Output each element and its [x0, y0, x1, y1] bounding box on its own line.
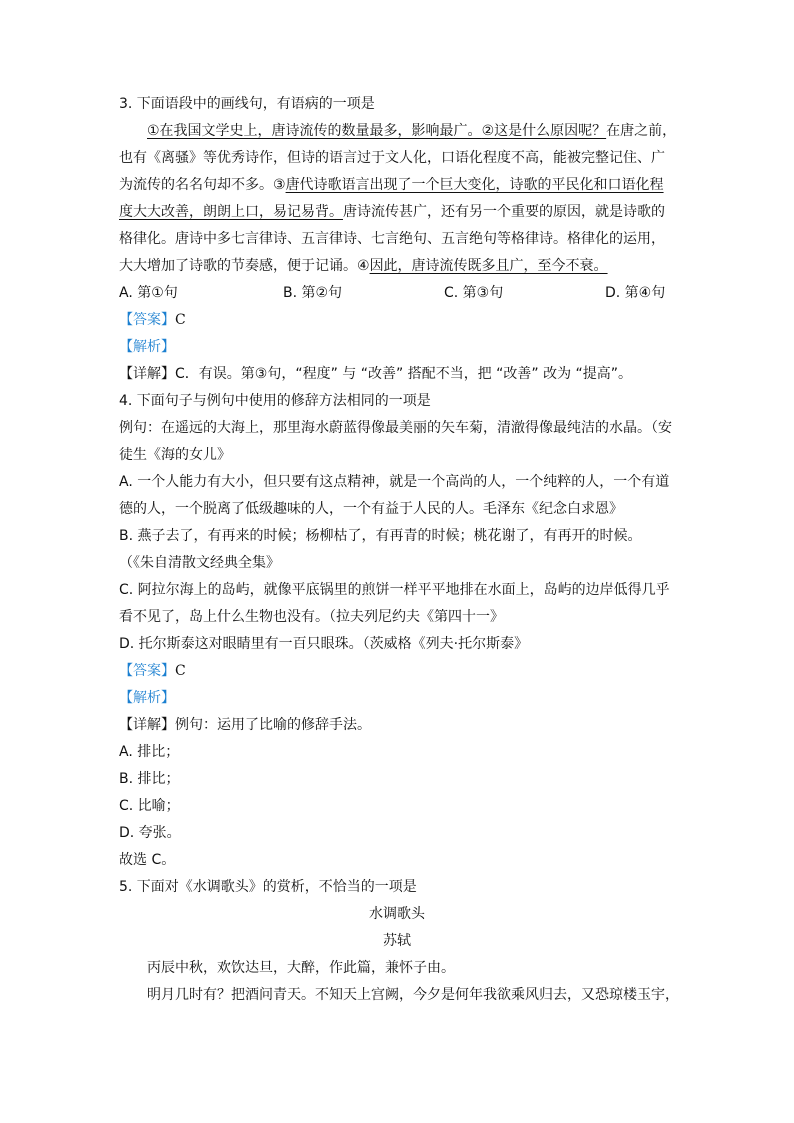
- q4-item-b: B. 排比；: [119, 771, 180, 787]
- q4-option-c-line-2: 看不见了，岛上什么生物也没有。（拉夫列尼约夫《第四十一》: [119, 609, 504, 625]
- q3-passage-line-1: ①在我国文学史上，唐诗流传的数量最多，影响最广。②这是什么原因呢？在唐之前，: [147, 123, 677, 139]
- detail-tag: 【详解】: [119, 717, 175, 733]
- underlined-sentence-3: 唐代诗歌语言出现了一个巨大变化，诗歌的平民化和口语化程: [285, 177, 664, 193]
- q3-option-a: A. 第①句: [119, 285, 178, 301]
- q3-stem: 3. 下面语段中的画线句，有语病的一项是: [119, 96, 375, 112]
- q4-option-a-line-1: A. 一个人能力有大小，但只要有这点精神，就是一个高尚的人，一个纯粹的人，一个有道: [119, 474, 670, 490]
- underlined-sentence-3-cont: 度大大改善，朗朗上口，易记易背。: [119, 204, 343, 220]
- answer-tag: 【答案】: [119, 312, 175, 328]
- q4-item-c: C. 比喻；: [119, 798, 180, 814]
- q3-passage-line-2: 也有《离骚》等优秀诗作，但诗的语言过于文人化，口语化程度不高，能被完整记住、广: [119, 150, 665, 166]
- q3-passage-line-3: 为流传的名名句却不多。③唐代诗歌语言出现了一个巨大变化，诗歌的平民化和口语化程: [119, 177, 664, 193]
- poem-line-1: 明月几时有？把酒问青天。不知天上宫阙，今夕是何年我欲乘风归去，又恐琼楼玉宇，: [147, 987, 679, 1003]
- q4-detail: 【详解】例句：运用了比喻的修辞手法。: [119, 717, 371, 733]
- q4-answer: [119, 662, 186, 680]
- answer-value: C: [175, 312, 186, 328]
- poem-author: 苏轼: [383, 933, 411, 949]
- q3-option-b: B. 第②句: [283, 285, 343, 301]
- q3-analysis-tag: 【解析】: [119, 339, 175, 355]
- q3-detail: 【详解】C．有误。第③句，“程度” 与 “改善” 搭配不当，把 “改善” 改为 “提高”。: [119, 366, 633, 382]
- q4-option-d: D. 托尔斯泰这对眼睛里有一百只眼珠。（茨威格《列夫·托尔斯泰》: [119, 636, 529, 652]
- q3-answer: [119, 311, 186, 329]
- underlined-sentence-2: ②这是什么原因呢？: [481, 123, 607, 139]
- q4-option-b-line-1: B. 燕子去了，有再来的时候；杨柳枯了，有再青的时候；桃花谢了，有再开的时候。: [119, 528, 642, 544]
- q3-option-d: D. 第④句: [605, 285, 666, 301]
- underlined-sentence-1: ①在我国文学史上，唐诗流传的数量最多，影响最广。: [147, 123, 482, 139]
- answer-tag: 【答案】: [119, 663, 175, 679]
- answer-value: C: [175, 663, 186, 679]
- q3-option-c: C. 第③句: [444, 285, 504, 301]
- q4-item-d: D. 夸张。: [119, 825, 181, 841]
- q4-conclusion: 故选 C。: [119, 852, 176, 868]
- q4-option-a-line-2: 德的人，一个脱离了低级趣味的人，一个有益于人民的人。毛泽东《纪念白求恩》: [119, 501, 623, 517]
- q3-passage-line-4: 度大大改善，朗朗上口，易记易背。唐诗流传甚广，还有另一个重要的原因，就是诗歌的: [119, 204, 665, 220]
- q4-stem: 4. 下面句子与例句中使用的修辞方法相同的一项是: [119, 393, 431, 409]
- detail-tag: 【详解】: [119, 366, 175, 382]
- q4-option-b-line-2: （《朱自清散文经典全集》: [119, 555, 280, 571]
- q4-item-a: A. 排比；: [119, 744, 180, 760]
- q3-passage-line-5: 格律化。唐诗中多七言律诗、五言律诗、七言绝句、五言绝句等格律诗。格律化的运用，: [119, 231, 665, 247]
- q4-example-line-1: 例句：在遥远的大海上，那里海水蔚蓝得像最美丽的矢车菊，清澈得像最纯洁的水晶。（安: [119, 420, 672, 436]
- q3-passage-line-6: 大大增加了诗歌的节奏感，便于记诵。④因此，唐诗流传既多且广，至今不衰。: [119, 258, 608, 274]
- poem-preface: 丙辰中秋，欢饮达旦，大醉，作此篇，兼怀子由。: [147, 960, 455, 976]
- underlined-sentence-4: 因此，唐诗流传既多且广，至今不衰。: [369, 258, 608, 274]
- q5-stem: 5. 下面对《水调歌头》的赏析，不恰当的一项是: [119, 879, 417, 895]
- q4-analysis-tag: 【解析】: [119, 690, 175, 706]
- poem-title: 水调歌头: [369, 906, 425, 922]
- q4-example-line-2: 徒生《海的女儿》: [119, 447, 231, 463]
- q4-option-c-line-1: C. 阿拉尔海上的岛屿，就像平底锅里的煎饼一样平平地排在水面上，岛屿的边岸低得几乎: [119, 582, 670, 598]
